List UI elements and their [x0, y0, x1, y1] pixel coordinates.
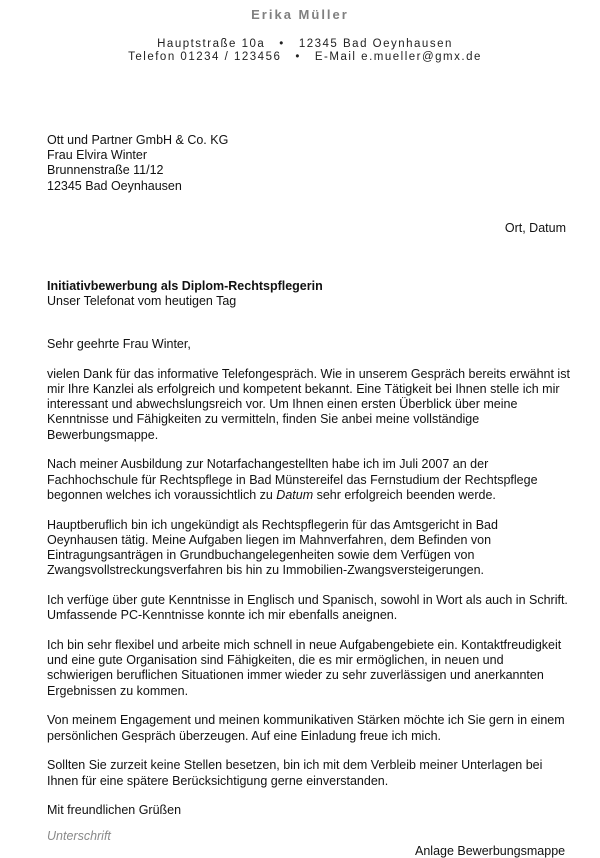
closing: Mit freundlichen Grüßen	[47, 803, 182, 818]
salutation: Sehr geehrte Frau Winter,	[47, 337, 191, 351]
paragraph-interview: Von meinem Engagement und meinen kommunikativen Stärken möchte ich Sie gern in einem persönlichen Gespräch überzeugen. Auf eine Einladung freue ich mich.	[47, 713, 565, 743]
date-placeholder: Datum	[276, 487, 314, 502]
sender-contact-line	[0, 51, 600, 63]
separator-bullet: •	[279, 38, 285, 50]
sender-city: 12345 Bad Oeynhausen	[298, 38, 453, 50]
sender-address-line	[0, 38, 600, 50]
subject-block	[47, 279, 323, 309]
recipient-contact: Frau Elvira Winter	[47, 148, 148, 163]
letter-body	[47, 337, 572, 833]
place-date: Ort, Datum	[504, 221, 566, 235]
sender-name: Erika Müller	[251, 7, 349, 22]
signature-placeholder: Unterschrift	[47, 829, 111, 843]
recipient-city: 12345 Bad Oeynhausen	[47, 178, 182, 193]
paragraph-education-text-end: sehr erfolgreich beenden werde.	[313, 487, 496, 502]
separator-bullet: •	[295, 51, 301, 63]
paragraph-languages: Ich verfüge über gute Kenntnisse in Englisch und Spanisch, sowohl in Wort als auch in Schrift. Umfassende PC-Kenntnisse konnte ich mir ebenfalls aneignen.	[47, 593, 568, 623]
sender-email: E-Mail e.mueller@gmx.de	[314, 51, 482, 63]
recipient-address-block	[47, 133, 228, 194]
paragraph-education-text-start: Nach meiner Ausbildung zur Notarfachangestellten habe ich im Juli 2007 an der Fachhochschule für Rechtspflege in Bad Münstereifel das Fernstudium der Rechtspflege begonnen welches ich voraussichtlich zu	[47, 457, 538, 502]
attachment-note: Anlage Bewerbungsmappe	[415, 844, 566, 858]
recipient-street: Brunnenstraße 11/12	[47, 163, 164, 178]
recipient-company: Ott und Partner GmbH & Co. KG	[47, 133, 229, 147]
sender-street: Hauptstraße 10a	[157, 38, 266, 50]
paragraph-current-job: Hauptberuflich bin ich ungekündigt als Rechtspflegerin für das Amtsgericht in Bad Oeynhausen tätig. Meine Aufgaben liegen im Mahnverfahren, dem Befinden von Eintragungsanträgen in Grundbuchangelegenheiten sowie dem Verfügen von Zwangsvollstreckungsverfahren bis hin zu Immobilien-Zwangsversteigerungen.	[47, 517, 498, 578]
sender-phone: Telefon 01234 / 123456	[128, 51, 282, 63]
subject-reference: Unser Telefonat vom heutigen Tag	[47, 294, 237, 309]
paragraph-no-vacancy: Sollten Sie zurzeit keine Stellen besetzen, bin ich mit dem Verbleib meiner Unterlagen bei Ihnen für eine spätere Berücksichtigung gerne einverstanden.	[47, 758, 543, 788]
subject-title: Initiativbewerbung als Diplom-Rechtspflegerin	[47, 279, 323, 293]
paragraph-skills: Ich bin sehr flexibel und arbeite mich schnell in neue Aufgabengebiete ein. Kontaktfreudigkeit und eine gute Organisation sind Fähigkeiten, die es mir ermöglichen, in neuen und schwierigen beruflichen Situationen immer wieder zu sehr zuverlässigen und anerkannten Ergebnissen zu kommen.	[47, 638, 562, 698]
paragraph-education	[47, 457, 572, 503]
paragraph-intro: vielen Dank für das informative Telefongespräch. Wie in unserem Gespräch bereits erwähnt ist mir Ihre Kanzlei als erfolgreich und kompetent bekannt. Eine Tätigkeit bei Ihnen stelle ich mir interessant und abwechslungsreich vor. Um Ihnen einen ersten Überblick über meine Kenntnisse und Fähigkeiten zu vermitteln, finden Sie anbei meine vollständige Bewerbungsmappe.	[47, 366, 570, 442]
